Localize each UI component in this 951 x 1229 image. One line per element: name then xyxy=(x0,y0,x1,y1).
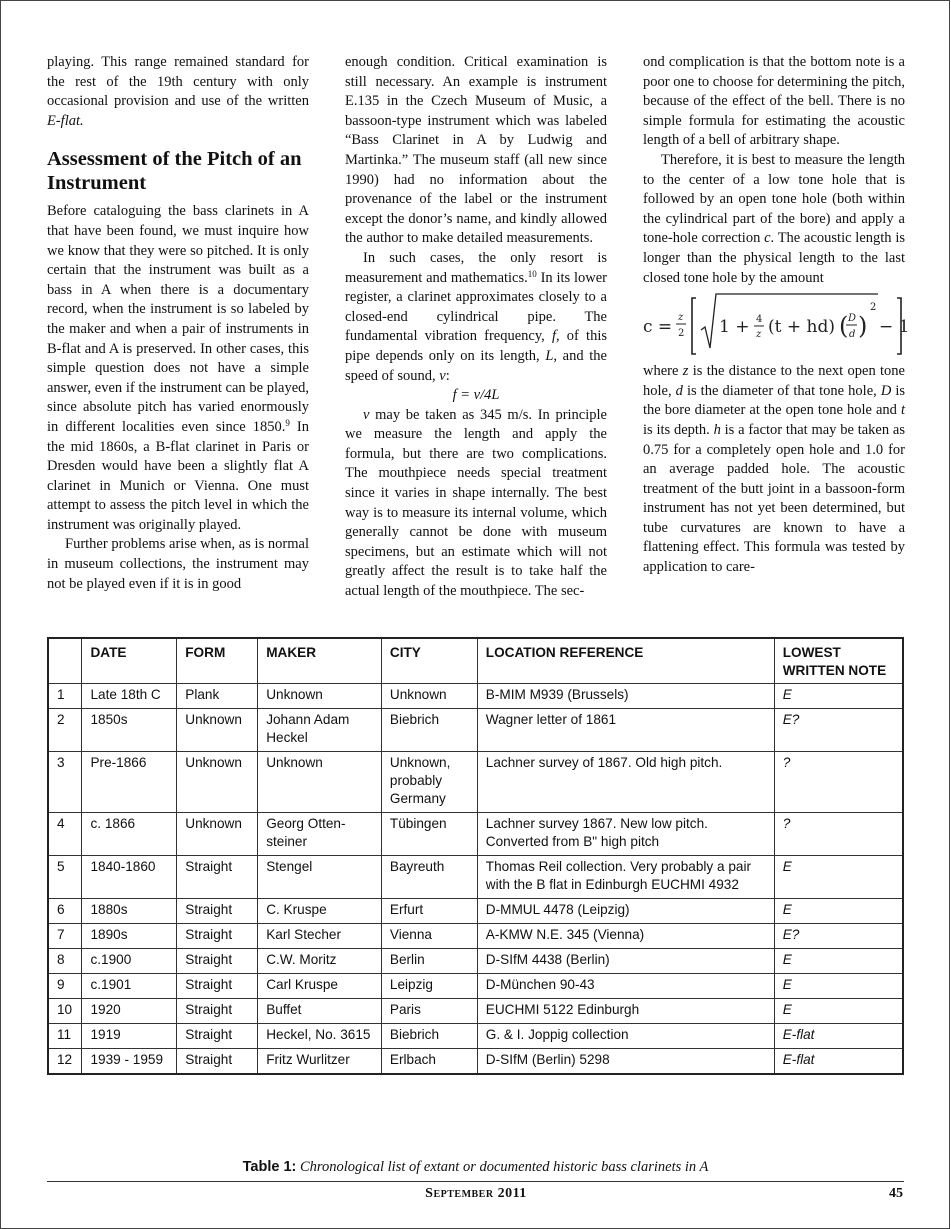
table-cell: 1939 - 1959 xyxy=(82,1049,177,1075)
paragraph: In such cases, the only resort is measurement and mathematics.$^{10}$ In its lower register, a clarinet approximates closely to a closed-end cylindrical pipe. The fundamental vibration frequency, f, of this pipe depends only on its length, L, and the speed of sound, v: xyxy=(345,249,607,384)
table-cell: Late 18th C xyxy=(82,684,177,709)
table-cell: Plank xyxy=(177,684,258,709)
table-cell: E-flat xyxy=(774,1049,903,1075)
table-caption: Table 1: Chronological list of extant or documented historic bass clarinets in A xyxy=(242,1159,709,1175)
table-cell: Heckel, No. 3615 xyxy=(258,1024,382,1049)
table-cell: Leipzig xyxy=(381,974,477,999)
table-cell: 7 xyxy=(48,924,82,949)
table-cell: 1920 xyxy=(82,999,177,1024)
svg-text:z: z xyxy=(678,312,684,324)
table-cell: 2 xyxy=(48,709,82,752)
svg-text:4: 4 xyxy=(756,314,763,326)
column-header: MAKER xyxy=(258,638,382,684)
footnote-ref: 9 xyxy=(285,417,290,428)
formula-lhs: c = xyxy=(643,317,673,338)
table-cell: Biebrich xyxy=(381,1024,477,1049)
table-cell: Straight xyxy=(177,1049,258,1075)
column-header: FORM xyxy=(177,638,258,684)
table-cell: C. Kruspe xyxy=(258,899,382,924)
table-cell: D-SIfM 4438 (Berlin) xyxy=(477,949,774,974)
table-cell: E xyxy=(774,999,903,1024)
svg-text:): ) xyxy=(858,312,868,341)
table-cell: Straight xyxy=(177,1024,258,1049)
table-cell: 10 xyxy=(48,999,82,1024)
page-number: 45 xyxy=(889,1186,903,1201)
table-cell: 9 xyxy=(48,974,82,999)
table-header-row xyxy=(48,638,903,684)
table-row xyxy=(48,856,903,899)
table-cell: Lachner survey of 1867. Old high pitch. xyxy=(477,752,774,813)
paragraph: v may be taken as 345 m/s. In principle we measure the length and apply the formula, but there are two complications. The mouthpiece needs special treatment since it varies in shape internally. The best way is to measure its internal volume, which generally cannot be done with museum specimens, but an estimate which will not greatly affect the result is to take half the actual length of the mouthpiece. The sec- xyxy=(345,406,607,600)
tone-hole-formula xyxy=(643,290,910,360)
table-cell: E? xyxy=(774,924,903,949)
table-cell: B-MIM M939 (Brussels) xyxy=(477,684,774,709)
table-cell: Unknown xyxy=(177,709,258,752)
bass-clarinet-table xyxy=(47,637,904,1075)
table-cell: 1850s xyxy=(82,709,177,752)
paragraph: where z is the distance to the next open tone hole, d is the diameter of that tone hole, D is the bore diameter at the open tone hole and t is its depth. h is a factor that may be taken as 0.75 for a completely open hole and 1.0 for an average padded hole. The acoustic treatment of the butt joint in a bassoon-form instrument has not yet been determined, but tube curvatures are known to have a flattening effect. This formula was tested by application to care- xyxy=(643,363,906,576)
footer-issue: September 2011 xyxy=(425,1186,527,1201)
svg-text:D: D xyxy=(848,313,857,325)
table-cell: Paris xyxy=(381,999,477,1024)
table-cell: Unknown xyxy=(177,813,258,856)
table-cell: Carl Kruspe xyxy=(258,974,382,999)
svg-text:(: ( xyxy=(839,312,849,341)
table-cell: Thomas Reil collection. Very probably a pair with the B flat in Edinburgh EUCHMI 4932 xyxy=(477,856,774,899)
table-cell: Johann Adam Heckel xyxy=(258,709,382,752)
table-cell: Straight xyxy=(177,924,258,949)
table-cell: Unknown xyxy=(381,684,477,709)
table-cell: G. & I. Joppig collection xyxy=(477,1024,774,1049)
table-cell: D-SIfM (Berlin) 5298 xyxy=(477,1049,774,1075)
table-cell: Unknown, probably Germany xyxy=(381,752,477,813)
paragraph: Before cataloguing the bass clarinets in A that have been found, we must inquire how we know that they were so pitched. It is only certain that the instrument was built as a bass in A when there is a documentary record, when the instrument is so labeled by the maker and when a pair of instruments in B-flat and A is preserved. In other cases, this simple question does not have a simple answer, even if the instrument can be played, since absolute pitch has varied enormously in different localities even since 1850.$^9$ In the mid 1860s, a B-flat clarinet in Paris or Dresden would have been a slightly flat A clarinet in Munich or Vienna. One must attempt to assess the pitch level in which the instrument was originally played. xyxy=(47,203,309,533)
table-cell: Straight xyxy=(177,999,258,1024)
table-cell: c.1900 xyxy=(82,949,177,974)
table-row xyxy=(48,752,903,813)
svg-text:2: 2 xyxy=(870,302,877,314)
table-cell: c.1901 xyxy=(82,974,177,999)
table-cell: c. 1866 xyxy=(82,813,177,856)
table-cell: 1890s xyxy=(82,924,177,949)
table-cell: ? xyxy=(774,813,903,856)
table-cell: Buffet xyxy=(258,999,382,1024)
table-cell: Bayreuth xyxy=(381,856,477,899)
table-cell: Pre-1866 xyxy=(82,752,177,813)
table-cell: 1 xyxy=(48,684,82,709)
table-cell: E xyxy=(774,949,903,974)
table-cell: Unknown xyxy=(258,684,382,709)
table-cell: 11 xyxy=(48,1024,82,1049)
table-cell: Straight xyxy=(177,899,258,924)
table-row xyxy=(48,709,903,752)
table-cell: E xyxy=(774,856,903,899)
table-cell: 3 xyxy=(48,752,82,813)
table-cell: Unknown xyxy=(258,752,382,813)
table-row xyxy=(48,1024,903,1049)
table-cell: E? xyxy=(774,709,903,752)
table-cell: D-MMUL 4478 (Leipzig) xyxy=(477,899,774,924)
text-column-1 xyxy=(47,53,309,594)
section-heading: Assessment of the Pitch of an Instrument xyxy=(47,148,302,195)
table-row xyxy=(48,1049,903,1075)
paragraph: Further problems arise when, as is normal in museum collections, the instrument may not be played even if it is in good xyxy=(47,536,309,592)
table-row xyxy=(48,999,903,1024)
table-cell: Lachner survey 1867. New low pitch. Converted from B" high pitch xyxy=(477,813,774,856)
footer-rule xyxy=(47,1181,904,1182)
table-cell: Straight xyxy=(177,949,258,974)
svg-text:z: z xyxy=(756,329,762,341)
table-cell: E xyxy=(774,684,903,709)
equation: f = v/4L xyxy=(452,387,500,404)
paragraph: enough condition. Critical examination is still necessary. An example is instrument E.135 in the Czech Museum of Music, a bassoon-type instrument which was labeled “Bass Clarinet in A by Ludwig and Martinka.” The museum staff (all new since 1990) had no information about the provenance of the label or the instrument except the donor’s name, and kindly allowed the author to make detailed measurements. xyxy=(345,54,607,247)
table-cell: Karl Stecher xyxy=(258,924,382,949)
table-cell: 1919 xyxy=(82,1024,177,1049)
table-cell: ? xyxy=(774,752,903,813)
table-cell: E xyxy=(774,899,903,924)
table-cell: Wagner letter of 1861 xyxy=(477,709,774,752)
svg-text:(t + hd): (t + hd) xyxy=(768,317,835,338)
table-row xyxy=(48,899,903,924)
paragraph: playing. This range remained standard for the rest of the 19th century with only occasional provision and use of the written E-flat. xyxy=(47,54,309,129)
table-cell: 1880s xyxy=(82,899,177,924)
table-cell: Biebrich xyxy=(381,709,477,752)
paragraph: Therefore, it is best to measure the length to the center of a low tone hole that is followed by an open tone hole (both within the cylindrical part of the bore) and apply a tone-hole correction c. The acoustic length is longer than the physical length to the last closed tone hole by the amount xyxy=(643,151,906,286)
table-cell: Erlbach xyxy=(381,1049,477,1075)
table-cell: Stengel xyxy=(258,856,382,899)
table-cell: C.W. Moritz xyxy=(258,949,382,974)
table-cell: 8 xyxy=(48,949,82,974)
table-cell: Straight xyxy=(177,856,258,899)
column-header: DATE xyxy=(82,638,177,684)
table-row xyxy=(48,949,903,974)
svg-text:1 +: 1 + xyxy=(719,317,750,338)
table-cell: EUCHMI 5122 Edinburgh xyxy=(477,999,774,1024)
table-row xyxy=(48,924,903,949)
table-cell: Unknown xyxy=(177,752,258,813)
table-cell: D-München 90-43 xyxy=(477,974,774,999)
table-cell: A-KMW N.E. 345 (Vienna) xyxy=(477,924,774,949)
table-cell: Fritz Wurlitzer xyxy=(258,1049,382,1075)
column-header xyxy=(48,638,82,684)
table-cell: 5 xyxy=(48,856,82,899)
table-cell: 6 xyxy=(48,899,82,924)
svg-text:d: d xyxy=(849,329,856,341)
footnote-ref: 10 xyxy=(527,268,537,279)
table-cell: 4 xyxy=(48,813,82,856)
table-cell: Erfurt xyxy=(381,899,477,924)
column-header: LOWEST WRITTEN NOTE xyxy=(774,638,903,684)
table-cell: E-flat xyxy=(774,1024,903,1049)
text-column-2 xyxy=(345,53,607,602)
column-header: CITY xyxy=(381,638,477,684)
table-cell: Straight xyxy=(177,974,258,999)
table-cell: 12 xyxy=(48,1049,82,1075)
table-cell: E xyxy=(774,974,903,999)
column-header: LOCATION REFERENCE xyxy=(477,638,774,684)
table-cell: Tübingen xyxy=(381,813,477,856)
formula-graphic xyxy=(643,290,910,360)
text-column-3 xyxy=(643,53,910,578)
table-row xyxy=(48,974,903,999)
table-cell: Georg Otten-steiner xyxy=(258,813,382,856)
paragraph: ond complication is that the bottom note is a poor one to choose for determining the pitch, because of the effect of the bell. There is no simple formula for estimating the acoustic length of a bell of arbitrary shape. xyxy=(643,54,905,149)
table-row xyxy=(48,813,903,856)
svg-text:2: 2 xyxy=(678,328,685,340)
table-cell: 1840-1860 xyxy=(82,856,177,899)
svg-text:− 1: − 1 xyxy=(879,317,910,338)
table-cell: Berlin xyxy=(381,949,477,974)
table-cell: Vienna xyxy=(381,924,477,949)
table-row xyxy=(48,684,903,709)
